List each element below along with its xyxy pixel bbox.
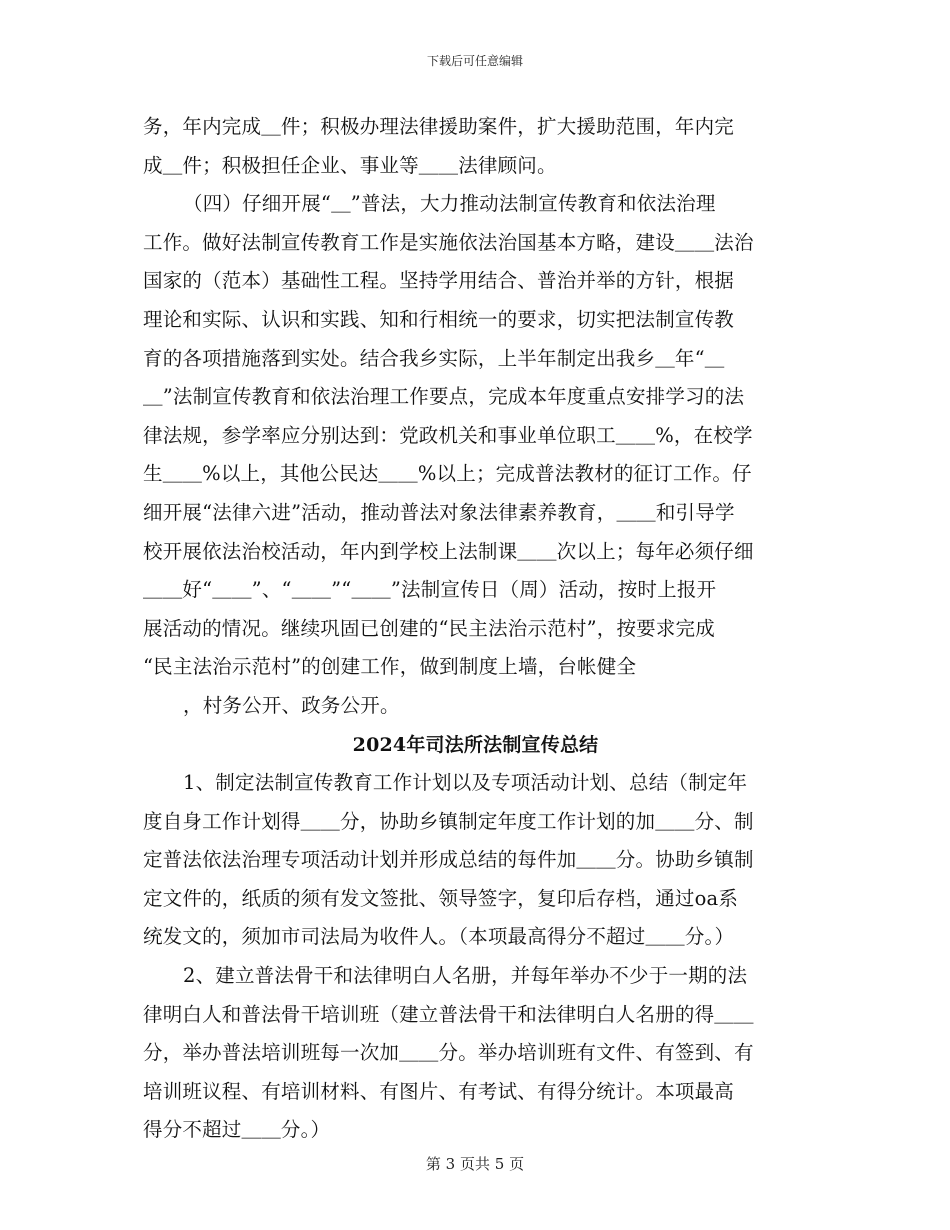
document-body [143, 108, 808, 1150]
body-line: 校开展依法治校活动，年内到学校上法制课＿＿次以上；每年必须仔细 [143, 539, 754, 563]
body-line: 律法规，参学率应分别达到：党政机关和事业单位职工＿＿%，在校学 [143, 423, 753, 447]
paragraph-start-line: 1、制定法制宣传教育工作计划以及专项活动计划、总结（制定年 [183, 771, 748, 795]
page-header: 下载后可任意编辑 [426, 54, 523, 68]
body-line: ＿＿好“＿＿”、“＿＿”“＿＿”法制宣传日（周）活动，按时上报开 [143, 578, 717, 602]
body-line: 育的各项措施落到实处。结合我乡实际，上半年制定出我乡＿年“＿ [143, 346, 725, 370]
body-line: ，村务公开、政务公开。 [183, 693, 400, 717]
body-line: 务，年内完成＿件；积极办理法律援助案件，扩大援助范围，年内完 [143, 115, 735, 138]
body-line: 度自身工作计划得＿＿分，协助乡镇制定年度工作计划的加＿＿分、制 [143, 809, 754, 833]
body-line: 统发文的，须加市司法局为收件人。（本项最高得分不超过＿＿分。） [143, 925, 735, 949]
body-line: 定文件的，纸质的须有发文签批、领导签字，复印后存档，通过oa系 [143, 886, 739, 910]
body-line: 生＿＿%以上，其他公民达＿＿%以上；完成普法教材的征订工作。仔 [143, 462, 752, 486]
body-line: 理论和实际、认识和实践、知和行相统一的要求，切实把法制宣传教 [143, 307, 735, 331]
body-line: 定普法依法治理专项活动计划并形成总结的每件加＿＿分。协助乡镇制 [143, 848, 754, 872]
paragraph-start-line: 2、建立普法骨干和法律明白人名册，并每年举办不少于一期的法 [183, 964, 748, 988]
body-line: 得分不超过＿＿分。） [143, 1118, 331, 1142]
body-line: 律明白人和普法骨干培训班（建立普法骨干和法律明白人名册的得＿＿ [143, 1002, 754, 1026]
paragraph-start-line: （四）仔细开展“＿”普法，大力推动法制宣传教育和依法治理 [183, 192, 716, 216]
body-line: 展活动的情况。继续巩固已创建的“民主法治示范村”，按要求完成 [143, 616, 715, 640]
section-title: 2024年司法所法制宣传总结 [352, 733, 599, 756]
body-line: 成＿件；积极担任企业、事业等＿＿法律顾问。 [143, 153, 557, 177]
body-line: ＿”法制宣传教育和依法治理工作要点，完成本年度重点安排学习的法 [143, 385, 745, 409]
page-footer: 第 3 页共 5 页 [425, 1155, 525, 1173]
body-line: 细开展“法律六进”活动，推动普法对象法律素养教育，＿＿和引导学 [143, 500, 735, 524]
body-line: 分，举办普法培训班每一次加＿＿分。举办培训班有文件、有签到、有 [143, 1041, 754, 1065]
body-line: 国家的（范本）基础性工程。坚持学用结合、普治并举的方针，根据 [143, 269, 735, 293]
body-line: 工作。做好法制宣传教育工作是实施依法治国基本方略，建设＿＿法治 [143, 230, 754, 254]
body-line: 培训班议程、有培训材料、有图片、有考试、有得分统计。本项最高 [143, 1079, 735, 1103]
body-line: “民主法治示范村”的创建工作，做到制度上墙，台帐健全 [143, 655, 637, 679]
